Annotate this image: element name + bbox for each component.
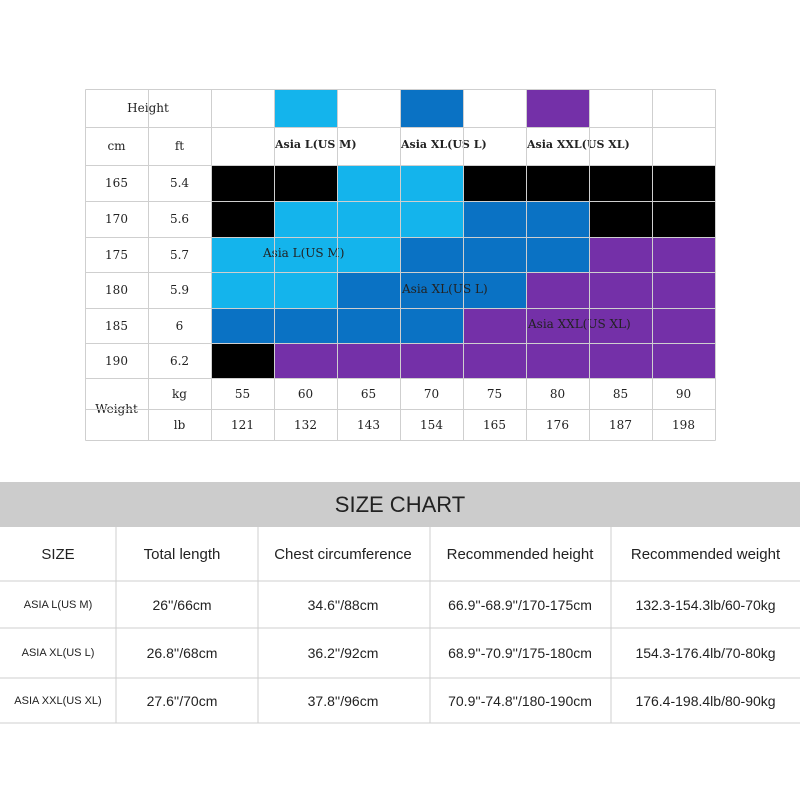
legend-label-asia-xl: Asia XL(US L) bbox=[401, 138, 487, 151]
chest-cell: 34.6''/88cm bbox=[307, 596, 379, 613]
height-cell: 68.9''-70.9''/175-180cm bbox=[448, 645, 592, 661]
kg-value: 55 bbox=[234, 386, 251, 401]
region-label-asia-l: Asia L(US M) bbox=[263, 246, 345, 260]
total-length-cell: 26''/66cm bbox=[152, 596, 212, 613]
header-recommended-weight: Recommended weight bbox=[630, 545, 781, 563]
legend-label-asia-l: Asia L(US M) bbox=[275, 138, 357, 151]
grid-lines bbox=[85, 89, 716, 441]
row-cm-190: 190 bbox=[105, 353, 128, 368]
kg-value: 80 bbox=[549, 386, 566, 401]
chest-cell: 36.2''/92cm bbox=[307, 645, 379, 661]
height-weight-size-grid bbox=[85, 89, 715, 440]
kg-value: 65 bbox=[360, 386, 377, 401]
lb-header: lb bbox=[173, 417, 186, 432]
kg-value: 75 bbox=[486, 386, 503, 401]
height-header: Height bbox=[127, 101, 169, 115]
header-chest: Chest circumference bbox=[274, 545, 412, 563]
size-chart-table bbox=[0, 527, 800, 727]
legend-label-asia-xxl: Asia XXL(US XL) bbox=[527, 138, 630, 151]
ft-header: ft bbox=[174, 139, 185, 153]
height-cell: 70.9''-74.8''/180-190cm bbox=[448, 692, 592, 709]
size-chart-lines bbox=[0, 527, 800, 727]
total-length-cell: 27.6''/70cm bbox=[146, 692, 218, 709]
header-recommended-height: Recommended height bbox=[446, 545, 594, 563]
cm-header: cm bbox=[107, 139, 126, 153]
lb-value: 143 bbox=[357, 417, 380, 432]
lb-value: 154 bbox=[420, 417, 443, 432]
region-label-asia-xl: Asia XL(US L) bbox=[402, 282, 488, 296]
chest-cell: 37.8''/96cm bbox=[307, 692, 379, 709]
lb-value: 132 bbox=[294, 417, 317, 432]
total-length-cell: 26.8''/68cm bbox=[146, 645, 218, 661]
size-cell: ASIA XXL(US XL) bbox=[14, 694, 102, 707]
header-size: SIZE bbox=[41, 545, 75, 563]
header-total-length: Total length bbox=[143, 545, 221, 563]
kg-value: 90 bbox=[675, 386, 692, 401]
kg-header: kg bbox=[172, 386, 187, 401]
kg-value: 60 bbox=[297, 386, 314, 401]
weight-cell: 154.3-176.4lb/70-80kg bbox=[635, 645, 776, 661]
weight-cell: 132.3-154.3lb/60-70kg bbox=[635, 596, 776, 613]
size-cell: ASIA XL(US L) bbox=[21, 647, 95, 659]
lb-value: 187 bbox=[609, 417, 632, 432]
row-cm-170: 170 bbox=[105, 212, 128, 226]
size-chart-title: SIZE CHART bbox=[334, 491, 466, 517]
lb-value: 165 bbox=[483, 417, 506, 432]
lb-value: 176 bbox=[546, 417, 569, 432]
row-ft-185: 6 bbox=[175, 318, 184, 333]
height-cell: 66.9''-68.9''/170-175cm bbox=[448, 596, 592, 613]
kg-value: 70 bbox=[423, 386, 440, 401]
weight-header: Weight bbox=[95, 402, 138, 416]
lb-value: 198 bbox=[672, 417, 695, 432]
lb-value: 121 bbox=[231, 417, 254, 432]
row-cm-175: 175 bbox=[105, 247, 128, 262]
row-ft-175: 5.7 bbox=[169, 247, 190, 262]
row-cm-165: 165 bbox=[105, 176, 128, 190]
row-cm-185: 185 bbox=[105, 318, 128, 333]
row-ft-165: 5.4 bbox=[169, 176, 190, 190]
row-ft-170: 5.6 bbox=[169, 212, 190, 226]
row-ft-180: 5.9 bbox=[169, 283, 190, 297]
row-ft-190: 6.2 bbox=[169, 353, 190, 368]
size-chart-title-bar bbox=[0, 482, 800, 527]
row-cm-180: 180 bbox=[105, 283, 128, 297]
weight-cell: 176.4-198.4lb/80-90kg bbox=[635, 692, 776, 709]
kg-value: 85 bbox=[612, 386, 629, 401]
region-label-asia-xxl: Asia XXL(US XL) bbox=[528, 317, 631, 331]
size-cell: ASIA L(US M) bbox=[23, 598, 93, 611]
